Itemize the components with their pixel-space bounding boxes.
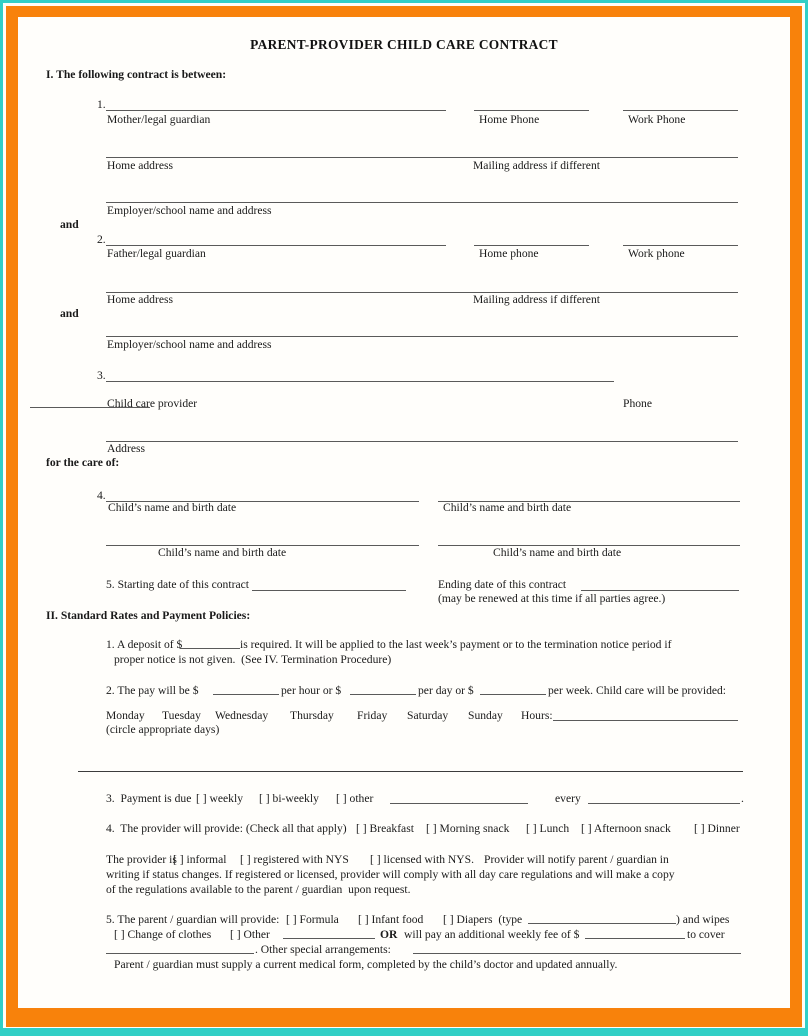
day-wednesday[interactable]: Wednesday bbox=[215, 709, 269, 722]
checkbox-other-frequency[interactable]: [ ] other bbox=[336, 792, 374, 805]
every-line[interactable] bbox=[588, 803, 740, 804]
checkbox-other-supplies[interactable]: [ ] Other bbox=[230, 928, 270, 941]
checkbox-change-of-clothes[interactable]: [ ] Change of clothes bbox=[114, 928, 212, 941]
checkbox-registered-nys[interactable]: [ ] registered with NYS bbox=[240, 853, 349, 866]
provider-phone-label: Phone bbox=[623, 397, 652, 410]
party1-work-phone-label: Work Phone bbox=[628, 113, 686, 126]
circle-days-note: (circle appropriate days) bbox=[106, 723, 220, 736]
deposit-text-b: is required. It will be applied to the last week’s payment or to the termination notice period if bbox=[240, 638, 672, 651]
checkbox-breakfast[interactable]: [ ] Breakfast bbox=[356, 822, 414, 835]
every-label: every bbox=[555, 792, 581, 805]
party1-employer-label: Employer/school name and address bbox=[107, 204, 272, 217]
document-page bbox=[18, 17, 790, 1008]
party2-name-line[interactable] bbox=[106, 245, 446, 246]
party2-home-phone-label: Home phone bbox=[479, 247, 539, 260]
checkbox-afternoon-snack[interactable]: [ ] Afternoon snack bbox=[581, 822, 671, 835]
party1-work-phone-line[interactable] bbox=[623, 110, 738, 111]
conjunction-and-2: and bbox=[60, 307, 79, 320]
provider-name-line[interactable] bbox=[106, 381, 614, 382]
party1-number: 1. bbox=[97, 98, 106, 111]
party1-employer-line[interactable] bbox=[106, 202, 738, 203]
conjunction-and-1: and bbox=[60, 218, 79, 231]
party2-home-phone-line[interactable] bbox=[474, 245, 589, 246]
party1-name-label: Mother/legal guardian bbox=[107, 113, 211, 126]
provider-status-tail: Provider will notify parent / guardian in bbox=[484, 853, 669, 866]
section-1-heading: I. The following contract is between: bbox=[46, 68, 227, 81]
to-cover-label: to cover bbox=[687, 928, 725, 941]
provider-status-line3: of the regulations available to the parent / guardian upon request. bbox=[106, 883, 411, 896]
party2-work-phone-line[interactable] bbox=[623, 245, 738, 246]
for-the-care-of-heading: for the care of: bbox=[46, 456, 120, 469]
party1-name-line[interactable] bbox=[106, 110, 446, 111]
deposit-text-a: 1. A deposit of $ bbox=[106, 638, 183, 651]
pay-hour-line[interactable] bbox=[213, 694, 279, 695]
other-frequency-line[interactable] bbox=[390, 803, 528, 804]
children-number: 4. bbox=[97, 489, 106, 502]
pay-day-line[interactable] bbox=[350, 694, 416, 695]
checkbox-lunch[interactable]: [ ] Lunch bbox=[526, 822, 570, 835]
parent-provides-lead: 5. The parent / guardian will provide: bbox=[106, 913, 280, 926]
party2-mailing-address-label: Mailing address if different bbox=[473, 293, 600, 306]
page-title: PARENT-PROVIDER CHILD CARE CONTRACT bbox=[250, 37, 558, 52]
deposit-amount-line[interactable] bbox=[180, 648, 240, 649]
start-date-line[interactable] bbox=[252, 590, 406, 591]
checkbox-biweekly[interactable]: [ ] bi-weekly bbox=[259, 792, 319, 805]
hours-label: Hours: bbox=[521, 709, 553, 722]
provider-address-label: Address bbox=[107, 442, 145, 455]
renewal-note: (may be renewed at this time if all parties agree.) bbox=[438, 592, 666, 605]
provider-name-label: Child care provider bbox=[107, 397, 198, 410]
pay-text-b: per hour or $ bbox=[281, 684, 342, 697]
child-label-4: Child’s name and birth date bbox=[493, 546, 622, 559]
checkbox-licensed-nys[interactable]: [ ] licensed with NYS. bbox=[370, 853, 475, 866]
section-2-heading: II. Standard Rates and Payment Policies: bbox=[46, 609, 251, 622]
party2-employer-label: Employer/school name and address bbox=[107, 338, 272, 351]
special-arrangements-label: . Other special arrangements: bbox=[255, 943, 391, 956]
hours-line[interactable] bbox=[553, 720, 738, 721]
start-date-label: 5. Starting date of this contract bbox=[106, 578, 249, 591]
child-label-2: Child’s name and birth date bbox=[443, 501, 572, 514]
party2-name-label: Father/legal guardian bbox=[107, 247, 206, 260]
and-wipes-label: ) and wipes bbox=[676, 913, 730, 926]
party2-employer-line[interactable] bbox=[106, 336, 738, 337]
party1-home-address-line[interactable] bbox=[106, 157, 738, 158]
weekly-fee-text: will pay an additional weekly fee of $ bbox=[404, 928, 580, 941]
day-thursday[interactable]: Thursday bbox=[290, 709, 334, 722]
party1-home-phone-label: Home Phone bbox=[479, 113, 540, 126]
checkbox-diapers[interactable]: [ ] Diapers (type bbox=[443, 913, 523, 926]
party2-number: 2. bbox=[97, 233, 106, 246]
provider-address-line[interactable] bbox=[106, 441, 738, 442]
child-label-1: Child’s name and birth date bbox=[108, 501, 237, 514]
checkbox-formula[interactable]: [ ] Formula bbox=[286, 913, 339, 926]
pay-text-d: per week. Child care will be provided: bbox=[548, 684, 727, 697]
other-supplies-line[interactable] bbox=[283, 938, 375, 939]
pay-text-a: 2. The pay will be $ bbox=[106, 684, 199, 697]
diaper-type-line[interactable] bbox=[528, 923, 676, 924]
party2-work-phone-label: Work phone bbox=[628, 247, 685, 260]
checkbox-dinner[interactable]: [ ] Dinner bbox=[694, 822, 740, 835]
day-monday[interactable]: Monday bbox=[106, 709, 145, 722]
day-tuesday[interactable]: Tuesday bbox=[162, 709, 201, 722]
special-arrangements-line[interactable] bbox=[413, 953, 741, 954]
provider-status-line2: writing if status changes. If registered or licensed, provider will comply with all day care regulations and will make a copy bbox=[106, 868, 675, 881]
checkbox-weekly[interactable]: [ ] weekly bbox=[196, 792, 243, 805]
end-date-label: Ending date of this contract bbox=[438, 578, 567, 591]
section-separator bbox=[78, 771, 743, 772]
deposit-text-line2: proper notice is not given. (See IV. Termination Procedure) bbox=[114, 653, 392, 666]
medical-form-note: Parent / guardian must supply a current medical form, completed by the child’s doctor and updated annually. bbox=[114, 958, 618, 971]
end-date-line[interactable] bbox=[581, 590, 739, 591]
checkbox-morning-snack[interactable]: [ ] Morning snack bbox=[426, 822, 510, 835]
party1-home-address-label: Home address bbox=[107, 159, 174, 172]
or-emphasis: OR bbox=[380, 928, 398, 941]
party2-home-address-label: Home address bbox=[107, 293, 174, 306]
checkbox-informal[interactable]: [ ] informal bbox=[173, 853, 227, 866]
payment-due-lead: 3. Payment is due bbox=[106, 792, 192, 805]
party2-home-address-line[interactable] bbox=[106, 292, 738, 293]
weekly-fee-line[interactable] bbox=[585, 938, 685, 939]
day-saturday[interactable]: Saturday bbox=[407, 709, 449, 722]
party1-home-phone-line[interactable] bbox=[474, 110, 589, 111]
pay-week-line[interactable] bbox=[480, 694, 546, 695]
party1-mailing-address-label: Mailing address if different bbox=[473, 159, 600, 172]
cover-detail-line[interactable] bbox=[106, 953, 254, 954]
item3-period: . bbox=[741, 792, 744, 805]
provider-number: 3. bbox=[97, 369, 106, 382]
provider-status-lead: The provider is bbox=[106, 853, 177, 866]
meals-lead: 4. The provider will provide: (Check all that apply) bbox=[106, 822, 347, 835]
checkbox-infant-food[interactable]: [ ] Infant food bbox=[358, 913, 424, 926]
day-sunday[interactable]: Sunday bbox=[468, 709, 503, 722]
child-label-3: Child’s name and birth date bbox=[158, 546, 287, 559]
pay-text-c: per day or $ bbox=[418, 684, 474, 697]
day-friday[interactable]: Friday bbox=[357, 709, 388, 722]
